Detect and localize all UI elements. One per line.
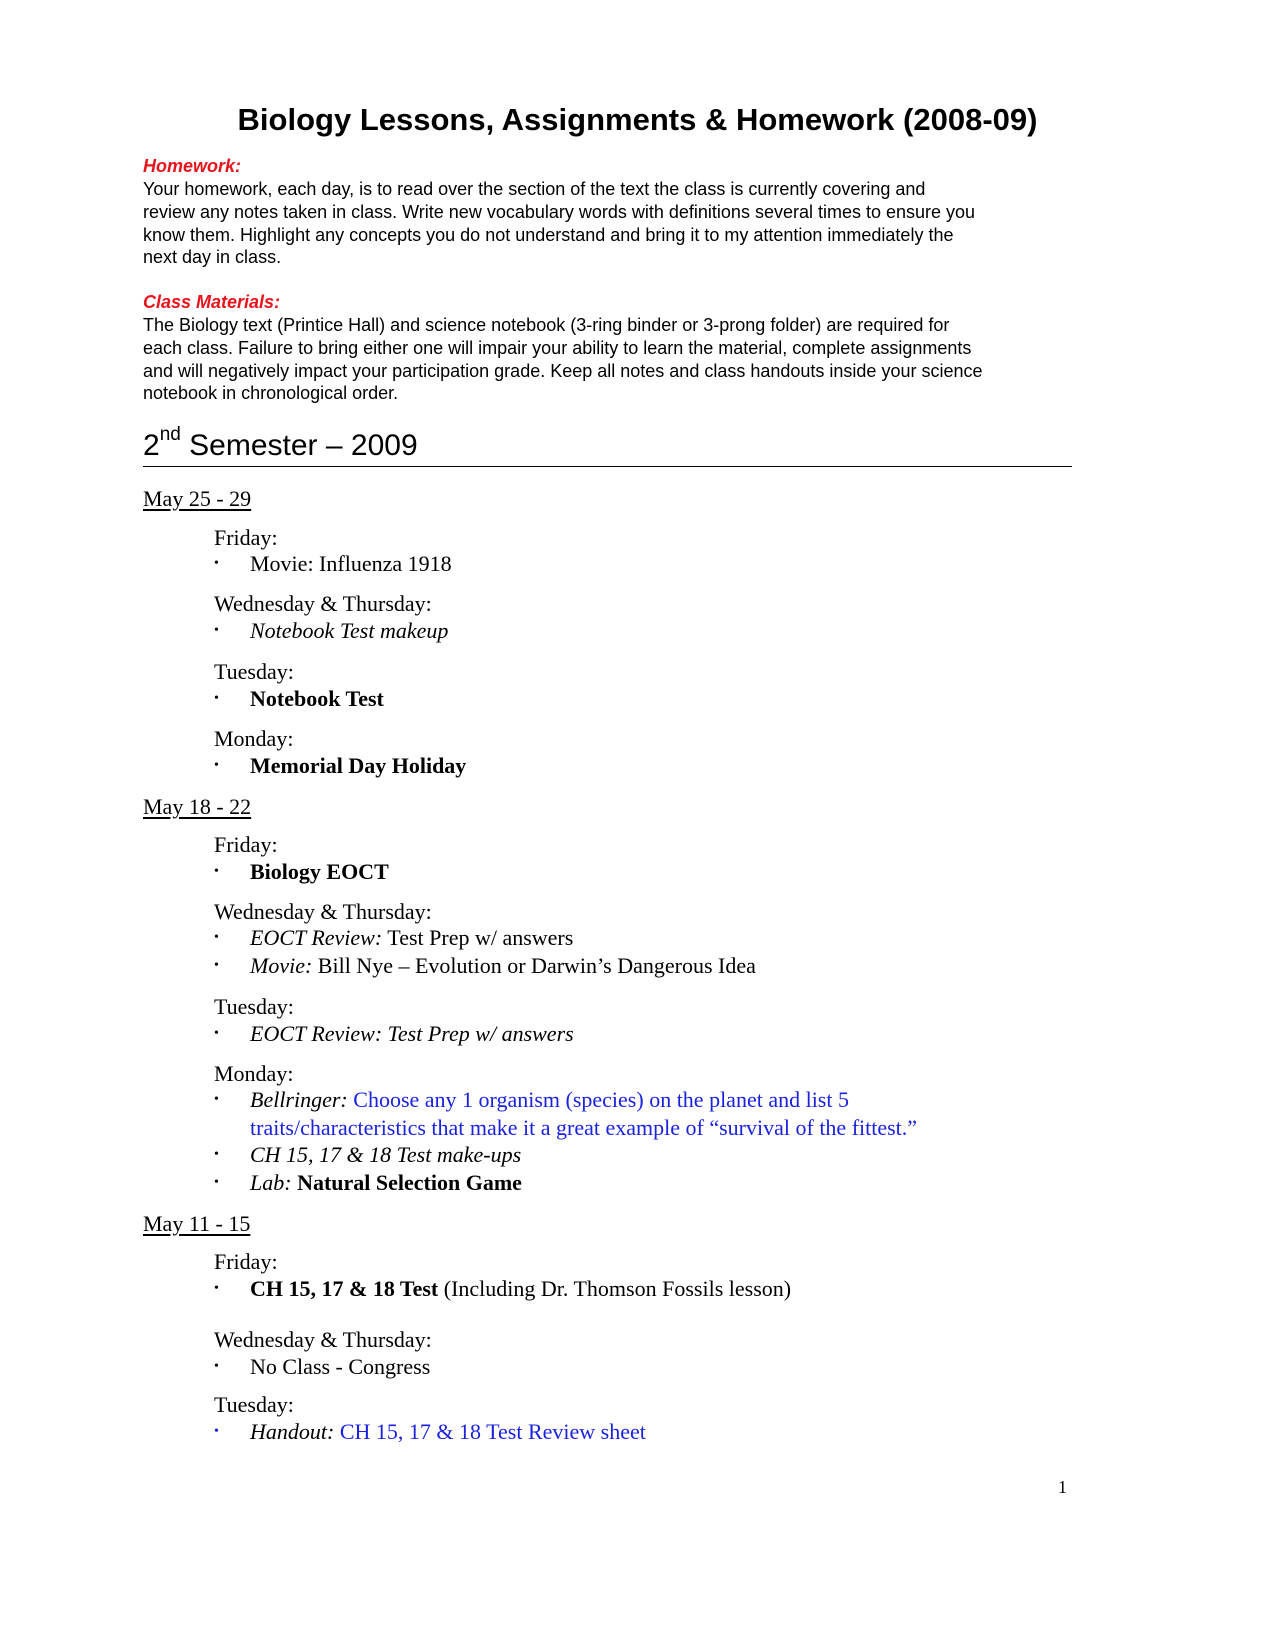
- day-heading: Wednesday & Thursday:: [214, 1327, 432, 1352]
- materials-line: notebook in chronological order.: [143, 383, 399, 404]
- bullet-icon: •: [214, 1147, 219, 1162]
- item-body: Bill Nye – Evolution or Darwin’s Dangerous Idea: [312, 953, 756, 978]
- list-item: [214, 685, 1034, 713]
- page-number: 1: [1058, 1477, 1067, 1497]
- semester-heading: [143, 418, 1072, 467]
- item-text: [250, 1275, 1034, 1303]
- bullet-icon: •: [214, 1424, 219, 1439]
- list-item: [214, 1353, 1034, 1381]
- item-body-continued: traits/characteristics that make it a great example of “survival of the fittest.”: [250, 1115, 918, 1140]
- item-body: Test Prep w/ answers: [382, 925, 574, 950]
- bullet-icon: •: [214, 1026, 219, 1041]
- bullet-icon: •: [214, 1359, 219, 1374]
- list-item: [214, 1141, 1034, 1169]
- list-item: [214, 752, 1034, 780]
- day-heading: Tuesday:: [214, 994, 294, 1019]
- materials-paragraph: [143, 314, 1083, 405]
- homework-line: next day in class.: [143, 247, 282, 268]
- item-text: [250, 1169, 1034, 1197]
- materials-line: and will negatively impact your participation grade. Keep all notes and class handouts inside your science: [143, 360, 983, 381]
- homework-paragraph: [143, 178, 1083, 269]
- item-prefix: CH 15, 17 & 18 Test: [250, 1276, 439, 1301]
- item-text: Memorial Day Holiday: [250, 753, 467, 778]
- bullet-icon: •: [214, 1092, 219, 1107]
- item-text: [250, 1418, 1034, 1446]
- item-text: No Class - Congress: [250, 1354, 431, 1379]
- bullet-icon: •: [214, 691, 219, 706]
- item-body: Choose any 1 organism (species) on the planet and list 5: [347, 1087, 849, 1112]
- week-heading: May 18 - 22: [143, 794, 252, 819]
- page-title: Biology Lessons, Assignments & Homework (2008-09): [237, 102, 1038, 137]
- list-item: [214, 1020, 1034, 1048]
- bullet-icon: •: [214, 1281, 219, 1296]
- homework-label: Homework:: [143, 156, 242, 176]
- list-item: [214, 1275, 1034, 1303]
- item-prefix: Movie:: [250, 953, 313, 978]
- list-item: [214, 1418, 1034, 1446]
- semester-suffix: nd: [159, 424, 181, 445]
- item-text: CH 15, 17 & 18 Test make-ups: [250, 1142, 522, 1167]
- list-item: [214, 858, 1034, 886]
- item-text: [250, 1086, 1034, 1142]
- homework-line: review any notes taken in class. Write new vocabulary words with definitions several times to ensure you: [143, 201, 976, 222]
- day-heading: Friday:: [214, 1249, 278, 1274]
- bullet-icon: •: [214, 623, 219, 638]
- item-text: Movie: Influenza 1918: [250, 551, 452, 576]
- homework-line: Your homework, each day, is to read over the section of the text the class is currently covering and: [143, 179, 926, 199]
- item-prefix: Handout:: [250, 1419, 335, 1444]
- semester-number: 2: [143, 429, 160, 462]
- list-item: [214, 617, 1034, 645]
- list-item: [214, 952, 1034, 980]
- materials-line: The Biology text (Printice Hall) and science notebook (3-ring binder or 3-prong folder) are required for: [143, 315, 950, 335]
- day-heading: Wednesday & Thursday:: [214, 899, 432, 924]
- item-text: [250, 952, 1034, 980]
- item-text: Notebook Test makeup: [250, 618, 449, 643]
- list-item: [214, 1086, 1034, 1142]
- day-heading: Tuesday:: [214, 1392, 294, 1417]
- list-item: [214, 550, 1034, 578]
- list-item: [214, 1169, 1034, 1197]
- item-prefix: Lab:: [250, 1170, 292, 1195]
- item-prefix: Bellringer:: [250, 1087, 348, 1112]
- item-text: Biology EOCT: [250, 859, 389, 884]
- day-heading: Tuesday:: [214, 659, 294, 684]
- bullet-icon: •: [214, 1175, 219, 1190]
- day-heading: Friday:: [214, 525, 278, 550]
- list-item: [214, 924, 1034, 952]
- week-heading: May 11 - 15: [143, 1211, 251, 1236]
- item-text: Notebook Test: [250, 686, 384, 711]
- homework-line: know them. Highlight any concepts you do not understand and bring it to my attention immediately the: [143, 224, 954, 245]
- bullet-icon: •: [214, 556, 219, 571]
- bullet-icon: •: [214, 930, 219, 945]
- bullet-icon: •: [214, 864, 219, 879]
- item-text: EOCT Review: Test Prep w/ answers: [250, 1021, 574, 1046]
- item-text: [250, 924, 1034, 952]
- item-body: CH 15, 17 & 18 Test Review sheet: [334, 1419, 646, 1444]
- day-heading: Monday:: [214, 726, 294, 751]
- bullet-icon: •: [214, 758, 219, 773]
- day-heading: Wednesday & Thursday:: [214, 591, 432, 616]
- materials-label: Class Materials:: [143, 292, 281, 312]
- day-heading: Friday:: [214, 832, 278, 857]
- semester-rest: Semester – 2009: [180, 429, 418, 462]
- bullet-icon: •: [214, 958, 219, 973]
- item-body: (Including Dr. Thomson Fossils lesson): [438, 1276, 792, 1301]
- item-body: Natural Selection Game: [291, 1170, 522, 1195]
- day-heading: Monday:: [214, 1061, 294, 1086]
- materials-line: each class. Failure to bring either one will impair your ability to learn the material, complete assignments: [143, 337, 972, 358]
- week-heading: May 25 - 29: [143, 486, 252, 511]
- item-prefix: EOCT Review:: [250, 925, 383, 950]
